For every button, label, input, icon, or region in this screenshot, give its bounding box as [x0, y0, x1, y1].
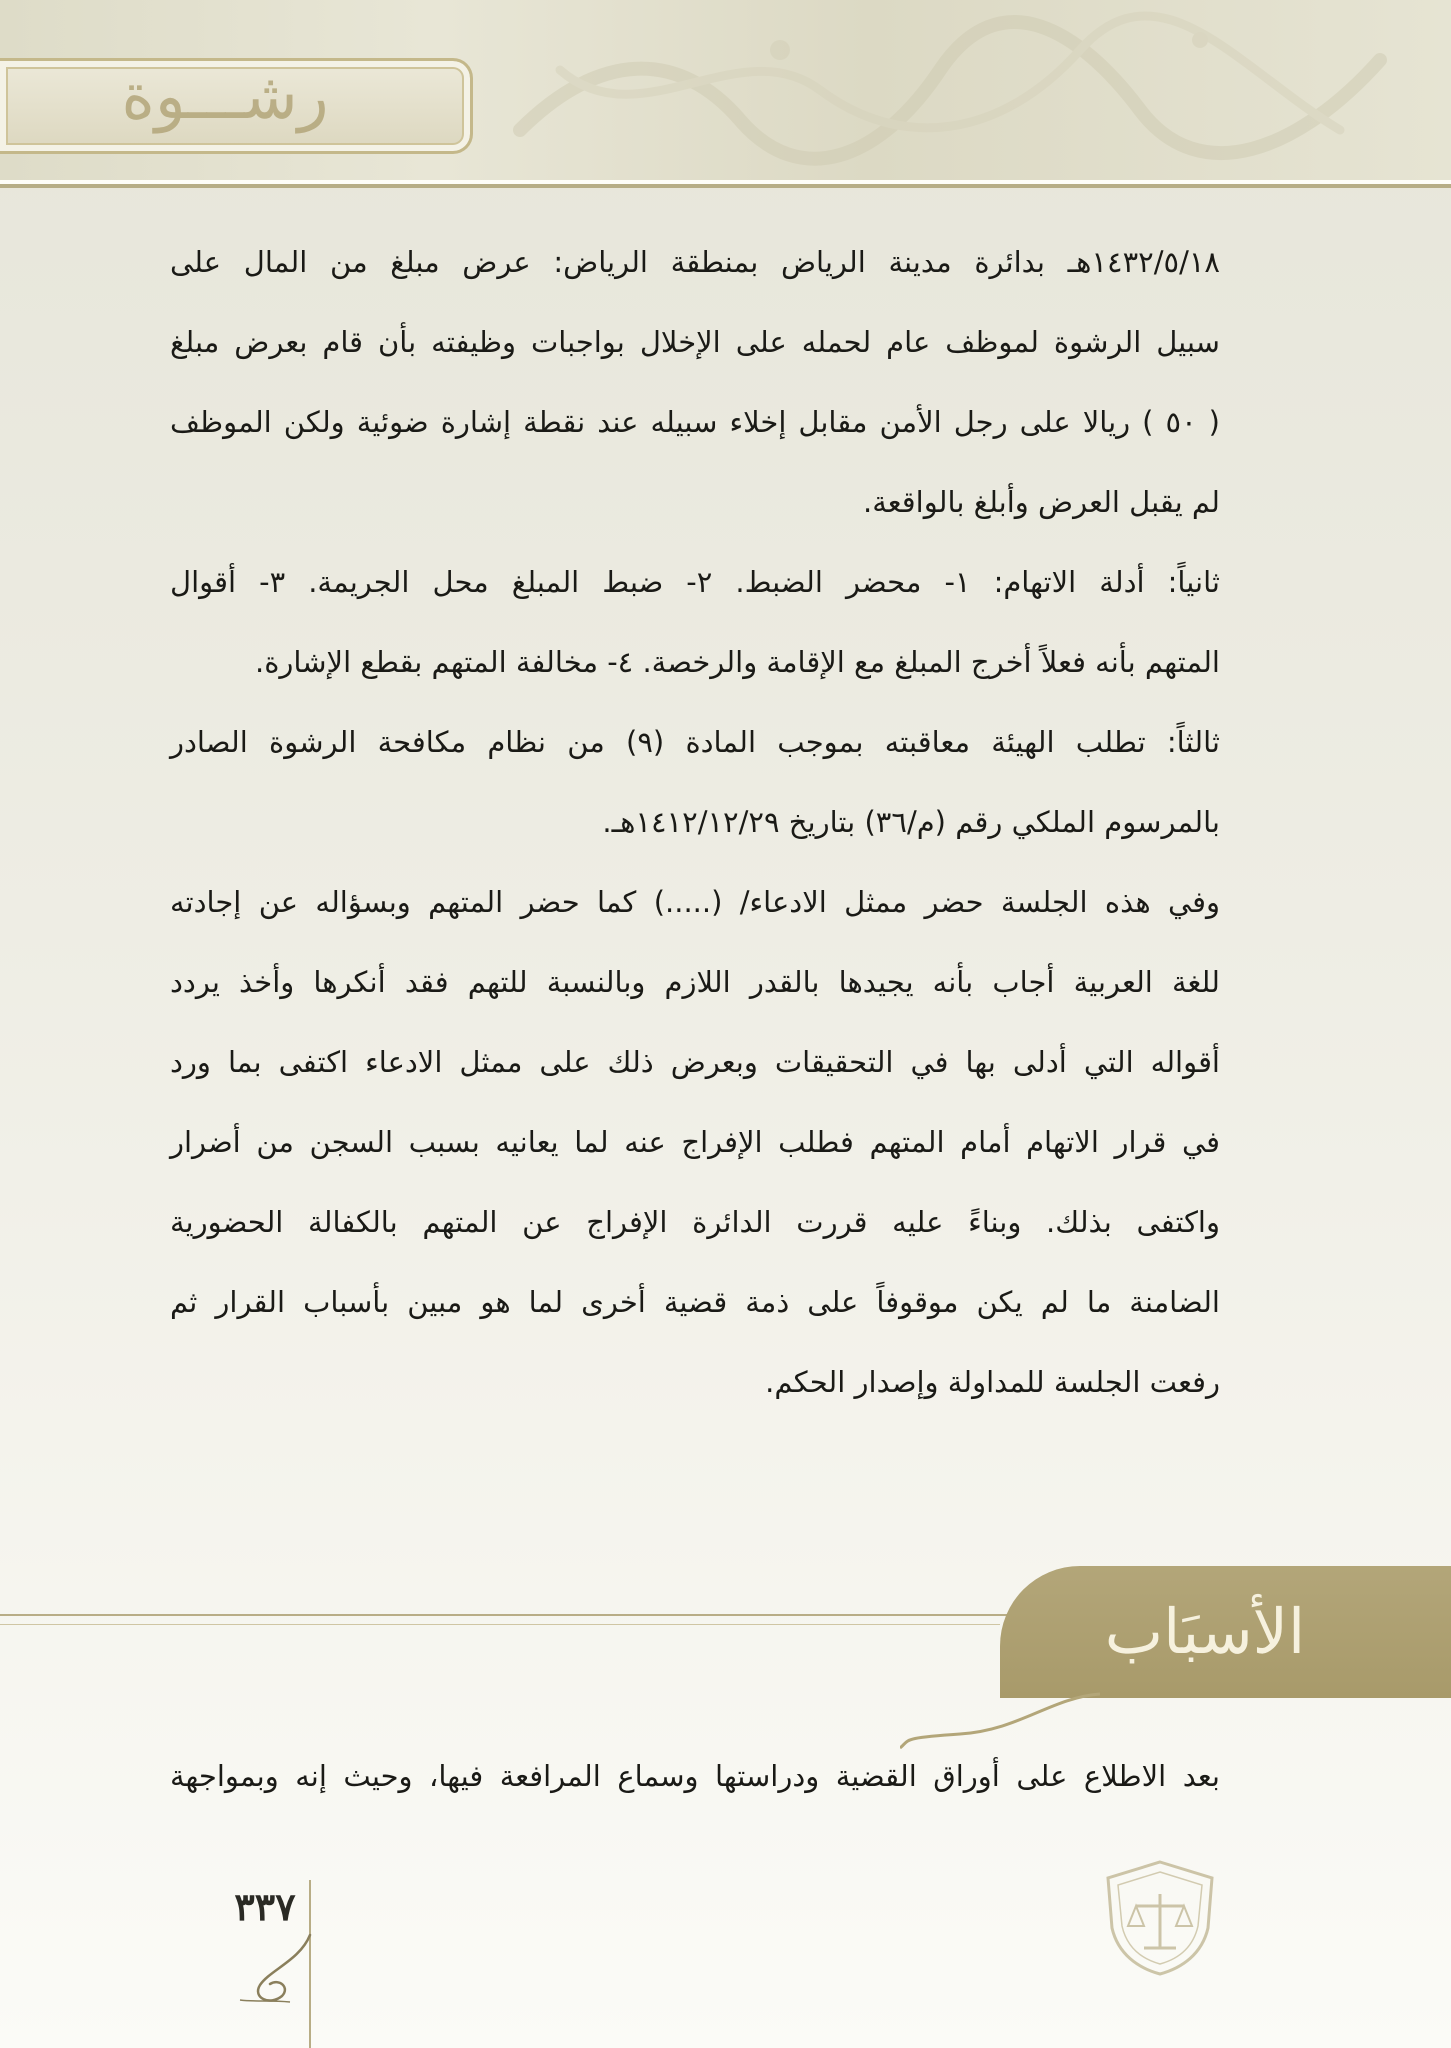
section-divider-thin: [0, 1624, 1000, 1625]
text-line: للغة العربية أجاب بأنه يجيدها بالقدر اللازم وبالنسبة للتهم فقد أنكرها وأخذ يردد: [170, 965, 1220, 999]
text-line: ( ٥٠ ) ريالا على رجل الأمن مقابل إخلاء سبيله عند نقطة إشارة ضوئية ولكن الموظف: [170, 405, 1220, 439]
text-line: بالمرسوم الملكي رقم (م/٣٦) بتاريخ ١٤١٢/١٢/٢٩هـ.: [602, 805, 1220, 839]
text-line: المتهم بأنه فعلاً أخرج المبلغ مع الإقامة والرخصة. ٤- مخالفة المتهم بقطع الإشارة.: [255, 645, 1220, 679]
text-line: بعد الاطلاع على أوراق القضية ودراستها وسماع المرافعة فيها، وحيث إنه وبمواجهة: [170, 1759, 1220, 1793]
page-number: ٣٣٧: [234, 1884, 296, 1929]
text-line: في قرار الاتهام أمام المتهم فطلب الإفراج عنه لما يعانيه بسبب السجن من أضرار: [170, 1125, 1220, 1159]
ministry-emblem-icon: [1098, 1858, 1222, 1978]
text-line: واكتفى بذلك. وبناءً عليه قررت الدائرة الإفراج عن المتهم بالكفالة الحضورية: [170, 1205, 1220, 1239]
main-text: [170, 222, 1220, 1422]
text-line: لم يقبل العرض وأبلغ بالواقعة.: [863, 485, 1220, 519]
text-line: وفي هذه الجلسة حضر ممثل الادعاء/ (.....) كما حضر المتهم وبسؤاله عن إجادته: [170, 885, 1220, 919]
text-line: سبيل الرشوة لموظف عام لحمله على الإخلال بواجبات وظيفته بأن قام بعرض مبلغ: [170, 325, 1220, 359]
text-line: الضامنة ما لم يكن موقوفاً على ذمة قضية أخرى لما هو مبين بأسباب القرار ثم: [170, 1285, 1220, 1319]
text-line: ثالثاً: تطلب الهيئة معاقبته بموجب المادة (٩) من نظام مكافحة الرشوة الصادر: [170, 725, 1220, 759]
header-section-title: رشـــوة: [121, 60, 329, 134]
text-line: أقواله التي أدلى بها في التحقيقات وبعرض ذلك على ممثل الادعاء اكتفى بما ورد: [170, 1045, 1220, 1079]
calligraphy-watermark-icon: [480, 10, 1420, 170]
flourish-ornament-icon: [230, 1930, 320, 2010]
section-title: الأسبَاب: [1104, 1595, 1306, 1668]
text-line: ١٤٣٢/٥/١٨هـ بدائرة مدينة الرياض بمنطقة الرياض: عرض مبلغ من المال على: [170, 245, 1220, 279]
text-line: رفعت الجلسة للمداولة وإصدار الحكم.: [765, 1365, 1220, 1399]
text-line: ثانياً: أدلة الاتهام: ١- محضر الضبط. ٢- ضبط المبلغ محل الجريمة. ٣- أقوال: [170, 565, 1220, 599]
section-text: [170, 1736, 1220, 1816]
